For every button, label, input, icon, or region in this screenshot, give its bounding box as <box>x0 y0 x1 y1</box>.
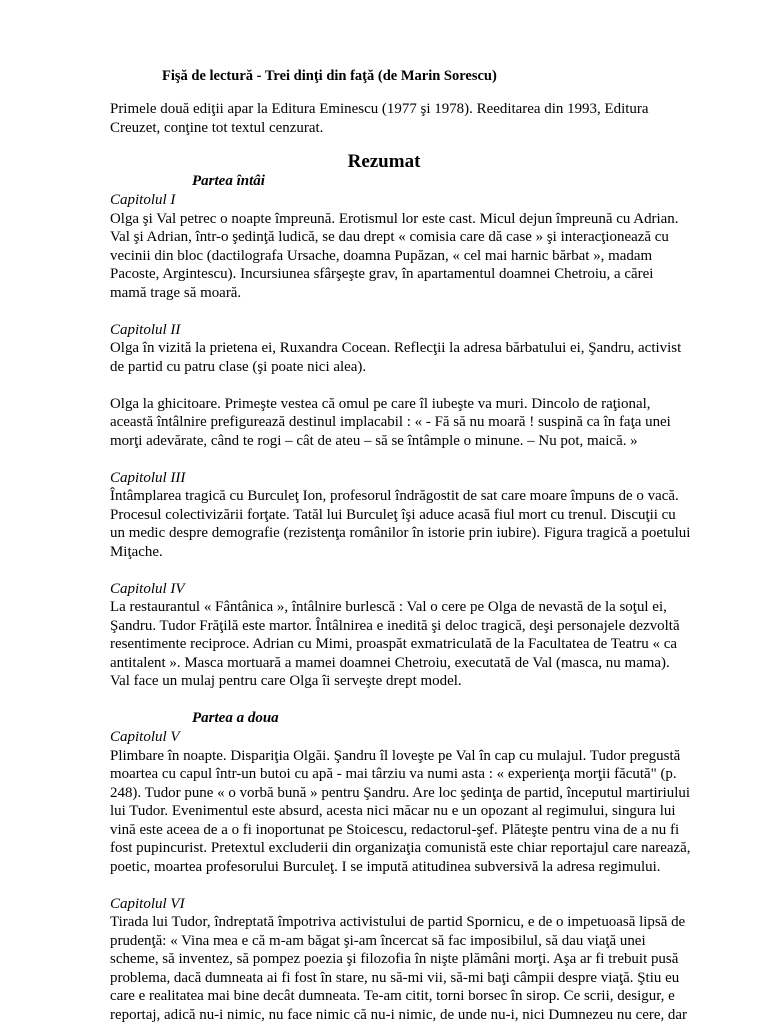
text-line: resentimente reciproce. Adrian cu Mimi, proaspăt exmatriculată de la Facultatea de Teatru « ca <box>110 636 677 652</box>
chapter-paragraph <box>110 747 710 877</box>
text-line: poetic, moartea profesorului Burculeţ. I se impută atitudinea subversivă la adresa regimului. <box>110 858 661 875</box>
text-line: La restaurantul « Fântânica », întâlnire burlescă : Val o cere pe Olga de nevastă de la soţul ei, <box>110 599 667 615</box>
summary-body <box>110 172 710 1024</box>
text-line: vecinii din bloc (dactilografa Ursache, doamna Pupăzan, « cel mai harnic bărbat », madam <box>110 247 653 264</box>
spacer <box>110 876 710 895</box>
text-line: Pacoste, Argintescu). Incursiunea sfârşeşte grav, în apartamentul doamnei Chetroiu, a cărei <box>110 266 654 282</box>
chapter-label: Capitolul I <box>110 192 176 208</box>
text-line: antitalent ». Masca mortuară a mamei doamnei Chetroiu, executată de Val (masca, nu mama). <box>110 654 670 671</box>
text-line: Val face un mulaj pentru care Olga îi serveşte drept model. <box>110 673 462 689</box>
chapter-paragraph <box>110 210 710 303</box>
text-line: Procesul colectivizării forţate. Tatăl lui Burculeţ îşi aduce acasă fiul mort cu trenul. Discuţii cu <box>110 506 676 523</box>
text-line: moartea cu capul într-un butoi cu apă - mai târziu va numi asta : « experienţa morţii făcută" (p. <box>110 766 677 782</box>
chapter-label: Capitolul II <box>110 321 181 338</box>
chapter-paragraph <box>110 913 710 1024</box>
text-line: Val şi Adrian, într-o şedinţă ludică, se dau drept « comisia care dă case » şi interacţionează cu <box>110 229 669 245</box>
chapter-paragraph <box>110 395 710 451</box>
text-line: mamă trage să moară. <box>110 284 242 301</box>
text-line: un medic despre demografie (rezistenţa românilor în istorie prin iubire). Figura tragică a poetului <box>110 525 691 541</box>
intro-line: Primele două ediţii apar la Editura Eminescu (1977 şi 1978). Reeditarea din 1993, Editura <box>110 101 649 117</box>
chapter-label: Capitolul III <box>110 469 186 486</box>
chapter-label: Capitolul IV <box>110 580 185 597</box>
text-line: prudenţă: « Vina mea e că m-am băgat şi-am încercat să fac imposibilul, să dau viaţă unei <box>110 932 646 949</box>
text-line: Miţache. <box>110 543 163 560</box>
summary-heading: Rezumat <box>347 151 421 172</box>
text-line: Olga în vizită la prietena ei, Ruxandra Cocean. Reflecţii la adresa bărbatului ei, Şandru, activist <box>110 340 682 356</box>
text-line: Plimbare în noapte. Dispariţia Olgăi. Şandru îl loveşte pe Val în cap cu mulajul. Tudor pregustă <box>110 747 681 764</box>
text-line: 248). Tudor pune « o vorbă bună » pentru Şandru. Are loc şedinţa de partid, începutul martiriului <box>110 784 691 801</box>
part-label: Partea întâi <box>192 173 265 189</box>
intro-paragraph <box>110 100 710 138</box>
spacer <box>110 302 710 321</box>
chapter-paragraph <box>110 598 710 691</box>
chapter-paragraph <box>110 487 710 561</box>
chapter-paragraph <box>110 339 710 376</box>
text-line: vină este aceea de a o fi inoportunat pe Stoicescu, redactorul-şef. Plăteşte pentru vina de a nu fi <box>110 821 680 838</box>
text-line: această întâlnire prefigurează destinul implacabil : « - Fă să nu moară ! suspină ca în faţa unei <box>110 414 671 430</box>
spacer <box>110 691 710 710</box>
text-line: Tirada lui Tudor, îndreptată împotriva activistului de partid Spornicu, e de o impetuoasă lipsă de <box>110 914 686 930</box>
text-line: care e realitatea mai bine decât dumneata. Te-am citit, torni borsec în sirop. Ce scrii, desigur, e <box>110 988 675 1004</box>
text-line: morţi adevărate, când te rogi – cât de ateu – să se întâmple o minune. – Nu pot, maică. » <box>110 432 638 449</box>
chapter-label: Capitolul VI <box>110 895 185 912</box>
document-title: Fişă de lectură - Trei dinţi din faţă (de Marin Sorescu) <box>162 68 497 84</box>
spacer <box>110 376 710 395</box>
text-line: de partid cu patru clase (şi poate nici alea). <box>110 358 367 375</box>
spacer <box>110 450 710 469</box>
text-line: lui Tudor. Evenimentul este absurd, acesta nici măcar nu e un opozant al regimului, singura lui <box>110 803 676 819</box>
text-line: problema, dacă dumneata ai fi fost în stare, nu să-mi vii, să-mi baţi câmpii despre viaţă. Ştiu eu <box>110 969 680 986</box>
chapter-label: Capitolul V <box>110 729 180 745</box>
text-line: Olga la ghicitoare. Primeşte vestea că omul pe care îl iubeşte va muri. Dincolo de raţional, <box>110 395 651 412</box>
text-line: Olga şi Val petrec o noapte împreună. Erotismul lor este cast. Micul dejun împreună cu Adrian. <box>110 210 679 227</box>
text-line: Şandru. Tudor Frăţilă este martor. Întâlnirea e inedită şi deloc tragică, deşi personajele dezvoltă <box>110 617 680 634</box>
spacer <box>110 561 710 580</box>
text-line: reportaj, adică nu-i nimic, nu face nimic că nu-i nimic, de unde nu-i, nici Dumnezeu nu cere, dar <box>110 1006 688 1023</box>
intro-line: Creuzet, conţine tot textul cenzurat. <box>110 120 324 136</box>
text-line: scheme, să inventez, să pompez poezia şi filozofia în nişte plămâni morţi. Aşa ar fi trebuit pusă <box>110 951 679 967</box>
text-line: fost pupincurist. Pretextul excluderii din organizaţia comunistă este chiar reportajul care narează, <box>110 840 691 856</box>
part-label: Partea a doua <box>192 710 279 726</box>
text-line: Întâmplarea tragică cu Burculeţ Ion, profesorul îndrăgostit de sat care moare împuns de o vacă. <box>110 488 679 504</box>
